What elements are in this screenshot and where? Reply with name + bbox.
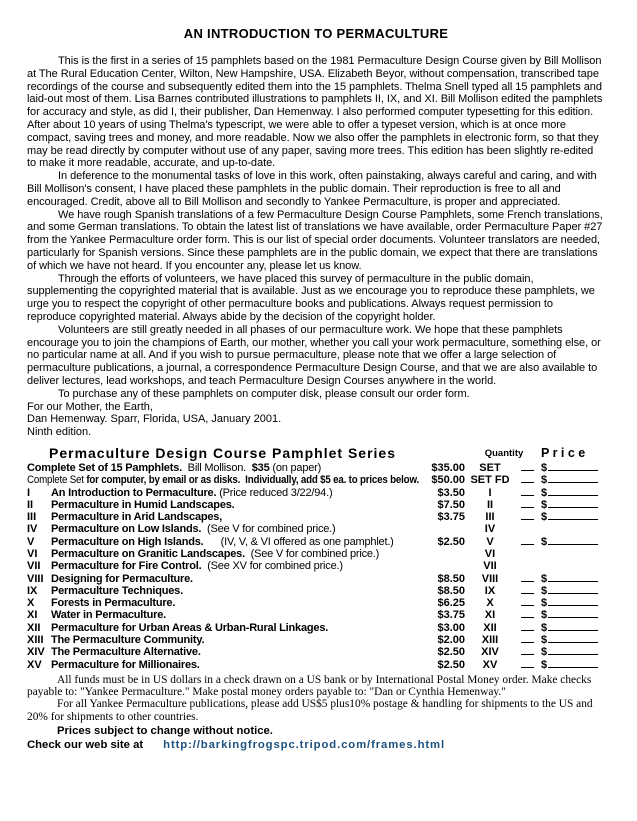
price-blank [548,593,598,594]
quantity-blank [521,495,534,496]
quantity-blank [521,482,534,483]
item-description-text: Permaculture Techniques. [51,584,183,597]
quantity-blank [521,617,534,618]
item-description-text: Permaculture for Fire Control. (See XV for combined price.) [51,560,343,573]
total-price-cell [541,499,605,511]
item-description [27,462,419,474]
item-code: VI [484,547,496,560]
item-numeral: III [27,511,37,524]
item-numeral: VII [27,560,41,573]
pamphlet-row [27,548,605,560]
price-blank [548,470,598,471]
total-price-cell [541,634,605,646]
item-description-text: Complete Set of 15 Pamphlets. Bill Mollison. $35 (on paper) [27,461,322,474]
total-price-cell [541,622,605,634]
price-blank [548,507,598,508]
dollar-sign: $ [541,646,548,659]
pamphlet-row [27,622,605,634]
item-description [51,622,419,634]
quantity-blank [521,507,534,508]
pamphlet-row [27,536,605,548]
item-description-text: Permaculture on Low Islands. (See V for combined price.) [51,523,336,536]
pamphlet-row [27,487,605,499]
quantity-cell [513,609,541,621]
item-numeral: XIII [27,634,44,647]
item-description [51,585,419,597]
order-form-header [27,445,605,461]
footnote-paragraph-2: For all Yankee Permaculture publications, please add US$5 plus10% postage & handling for shipments to the US and 20% for shipments to other countries. [27,698,593,723]
dollar-sign: $ [541,572,548,585]
item-price: $3.00 [437,621,465,634]
item-numeral: XII [27,621,41,634]
item-code: V [486,535,494,548]
dollar-sign: $ [541,634,548,647]
price-blank [548,605,598,606]
item-description [51,609,419,621]
total-price-cell [541,536,605,548]
item-description-text: Permaculture for Millionaires. [51,658,200,671]
item-description [51,634,419,646]
pamphlet-row [27,499,605,511]
quantity-cell [513,499,541,511]
item-description-text: Permaculture for Urban Areas & Urban-Rural Linkages. [51,621,329,634]
website-url[interactable]: http://barkingfrogspc.tripod.com/frames.html [163,738,446,751]
item-description [51,499,419,511]
pamphlet-row [27,523,605,535]
quantity-cell [513,462,541,474]
quantity-cell [513,474,541,486]
quantity-cell [513,659,541,671]
dollar-sign: $ [541,658,548,671]
quantity-blank [521,593,534,594]
item-code: XV [482,658,498,671]
price-blank [548,642,598,643]
quantity-cell [513,597,541,609]
payment-footnotes [27,674,605,723]
item-description [51,511,419,523]
item-description [51,573,419,585]
body-paragraph-5: Volunteers are still greatly needed in all phases of our permaculture work. We hope that these pamphlets encourage you to join the champions of Earth, our mother, whether you call your work permaculture, something else, or no particular name at all. And if you wish to pursue permaculture, please note that we offer a large selection of permaculture publications, a journal, a correspondence Permaculture Design Course, and that we are also available to deliver lectures, lead workshops, and teach Permaculture Design Courses anywhere in the world. [27,323,601,387]
pamphlet-row [27,646,605,658]
item-description [51,646,419,658]
item-numeral: II [27,498,34,511]
total-price-cell [541,646,605,658]
item-description-text: Complete Set for computer, by email or as disks. Individually, add $5 ea. to prices below. [27,474,419,487]
item-description-text: Permaculture on Granitic Landscapes. (See V for combined price.) [51,547,380,560]
order-form-rows [27,462,605,671]
dollar-sign: $ [541,486,548,499]
closing-lines [27,401,605,439]
quantity-blank [521,605,534,606]
item-description [51,523,419,535]
dollar-sign: $ [541,597,548,610]
total-price-cell [541,573,605,585]
item-numeral: VIII [27,572,44,585]
item-price: $3.50 [437,486,465,499]
dollar-sign: $ [541,511,548,524]
closing-line-3: Ninth edition. [27,426,92,439]
dollar-sign: $ [541,535,548,548]
item-code: I [488,486,492,499]
item-code: XIII [481,634,499,647]
item-description-text: Permaculture on High Islands. (IV, V, & VI offered as one pamphlet.) [51,535,394,548]
quantity-cell [513,573,541,585]
dollar-sign: $ [541,474,548,487]
item-numeral: X [27,597,35,610]
price-blank [548,544,598,545]
item-numeral: IV [27,523,38,536]
item-description [27,474,419,486]
pamphlet-row [27,573,605,585]
item-price: $2.50 [437,658,465,671]
item-price: $8.50 [437,572,465,585]
item-numeral: I [27,486,31,499]
pamphlet-row [27,634,605,646]
pamphlet-row [27,609,605,621]
pamphlet-row [27,560,605,572]
item-description [51,548,419,560]
dollar-sign: $ [541,461,548,474]
price-blank [548,581,598,582]
item-code: III [485,511,495,524]
body-paragraph-4: Through the efforts of volunteers, we have placed this survey of permaculture in the public domain, supplementing the copyrighted material that is available. Just as we encourage you to reproduce these pamphlets, we urge you to respect the copyright of other permaculture books and publications. Always request permission to reproduce copyrighted material. Always abide by the decision of the copyright holder. [27,272,595,323]
item-price: $3.75 [437,609,465,622]
total-price-cell [541,659,605,671]
pamphlet-row [27,585,605,597]
total-price-cell [541,609,605,621]
price-blank [548,617,598,618]
item-numeral: IX [27,584,38,597]
body-paragraph-6: To purchase any of these pamphlets on computer disk, please consult our order form. [58,387,470,400]
pamphlet-row [27,462,605,474]
price-blank [548,482,598,483]
item-description [51,487,419,499]
quantity-blank [521,654,534,655]
item-code: XIV [481,646,499,659]
item-description-text: Designing for Permaculture. [51,572,193,585]
item-code: IV [484,523,496,536]
price-blank [548,519,598,520]
item-code: XI [484,609,496,622]
item-description [51,659,419,671]
order-form [27,445,605,671]
quantity-blank [521,581,534,582]
price-change-notice: Prices subject to change without notice. [57,724,273,737]
item-price: $8.50 [437,584,465,597]
item-description [51,536,419,548]
quantity-column-header: Quantity [484,447,524,459]
item-description-text: Forests in Permaculture. [51,597,176,610]
quantity-cell [513,634,541,646]
quantity-cell [513,511,541,523]
item-code: SET [479,461,501,474]
item-numeral: XI [27,609,38,622]
body-paragraph-2: In deference to the monumental tasks of love in this work, often painstaking, always careful and caring, and with Bill Mollison's consent, I have placed these pamphlets in the public domain. Their reproduction is free to all and encouraged. Credit, above all to Bill Mollison and secondly to Yankee Permaculture, is proper and appreciated. [27,170,597,208]
quantity-blank [521,470,534,471]
page-title: AN INTRODUCTION TO PERMACULTURE [183,26,449,41]
quantity-blank [521,544,534,545]
item-numeral: V [27,535,35,548]
item-numeral: XIV [27,646,45,659]
item-description-text: Water in Permaculture. [51,609,167,622]
total-price-cell [541,474,605,486]
price-blank [548,630,598,631]
item-price: $35.00 [431,461,465,474]
item-code: XII [483,621,497,634]
item-description-text: Permaculture in Arid Landscapes, [51,511,223,524]
body-paragraph-3: We have rough Spanish translations of a few Permaculture Design Course Pamphlets, some French translations, and some German translations. To obtain the latest list of translations we have available, order Permaculture Paper #27 from the Yankee Permaculture order form. This is our list of special order documents. Volunteer translators are needed, particularly for Spanish versions. Since these pamphlets are in the public domain, we expect that there are translations of which we have not heard. If you encounter any, please let us know. [27,208,603,272]
footnote-paragraph-1: All funds must be in US dollars in a check drawn on a US bank or by International Postal Money order. Make checks payable to: "Yankee Permaculture." Make postal money orders payable to: "Dan or Cynthia Hemenway." [27,673,592,699]
quantity-blank [521,667,534,668]
total-price-cell [541,487,605,499]
order-form-title: Permaculture Design Course Pamphlet Series [49,444,396,461]
price-blank [548,654,598,655]
quantity-blank [521,630,534,631]
item-numeral: XV [27,658,42,671]
dollar-sign: $ [541,609,548,622]
intro-paragraphs [27,55,605,401]
price-column-header: P r i c e [541,445,586,460]
item-price: $6.25 [437,597,465,610]
item-price: $2.50 [437,646,465,659]
item-description [51,560,419,572]
item-code: IX [484,584,496,597]
closing-line-2: Dan Hemenway. Sparr, Florida, USA, January 2001. [27,413,282,426]
pamphlet-row [27,511,605,523]
item-price: $7.50 [437,498,465,511]
dollar-sign: $ [541,498,548,511]
item-code: X [486,597,494,610]
body-paragraph-1: This is the first in a series of 15 pamphlets based on the 1981 Permaculture Design Course given by Bill Mollison at The Rural Education Center, Wilton, New Hampshire, USA. Elizabeth Beyor, without compensation, transcribed tape recordings of the course and subsequently edited them into the 15 pamphlets. Thelma Snell typed all 15 pamphlets and laid-out most of them. Lisa Barnes contributed illustrations to pamphlets II, IX, and XI. Bill Mollison edited the pamphlets for accuracy and style, as did I, their publisher, Dan Hemenway. I also performed computer typesetting for this edition. After about 10 years of using Thelma's typescript, we were able to offer a typeset version, which is at once more compact, saving trees and money, and more readable. Now we also offer the pamphlets in electronic form, so that they may be read directly by computer without use of any paper, saving more trees. This edition has been slightly re-edited to make it more readable, accurate, and up-to-date. [27,55,603,170]
item-description-text: The Permaculture Community. [51,634,205,647]
dollar-sign: $ [541,584,548,597]
total-price-cell [541,585,605,597]
item-code: VIII [481,572,499,585]
price-blank [548,667,598,668]
quantity-cell [513,646,541,658]
quantity-cell [513,622,541,634]
quantity-cell [513,585,541,597]
item-price: $50.00 [431,474,465,487]
total-price-cell [541,511,605,523]
item-price: $2.50 [437,535,465,548]
pamphlet-row [27,597,605,609]
website-label: Check our web site at [27,738,144,751]
item-numeral: VI [27,547,38,560]
item-description-text: The Permaculture Alternative. [51,646,201,659]
item-description-text: Permaculture in Humid Landscapes. [51,498,235,511]
item-price: $2.00 [437,634,465,647]
website-line [27,738,605,752]
item-description [51,597,419,609]
quantity-blank [521,642,534,643]
total-price-cell [541,597,605,609]
item-code: II [486,498,494,511]
item-code: SET FD [470,474,510,487]
item-description-text: An Introduction to Permaculture. (Price reduced 3/22/94.) [51,486,333,499]
price-blank [548,495,598,496]
item-code: VII [483,560,497,573]
quantity-blank [521,519,534,520]
dollar-sign: $ [541,621,548,634]
quantity-cell [513,487,541,499]
pamphlet-row [27,474,605,486]
closing-line-1: For our Mother, the Earth, [27,400,153,413]
quantity-cell [513,536,541,548]
item-price: $3.75 [437,511,465,524]
pamphlet-row [27,659,605,671]
total-price-cell [541,462,605,474]
